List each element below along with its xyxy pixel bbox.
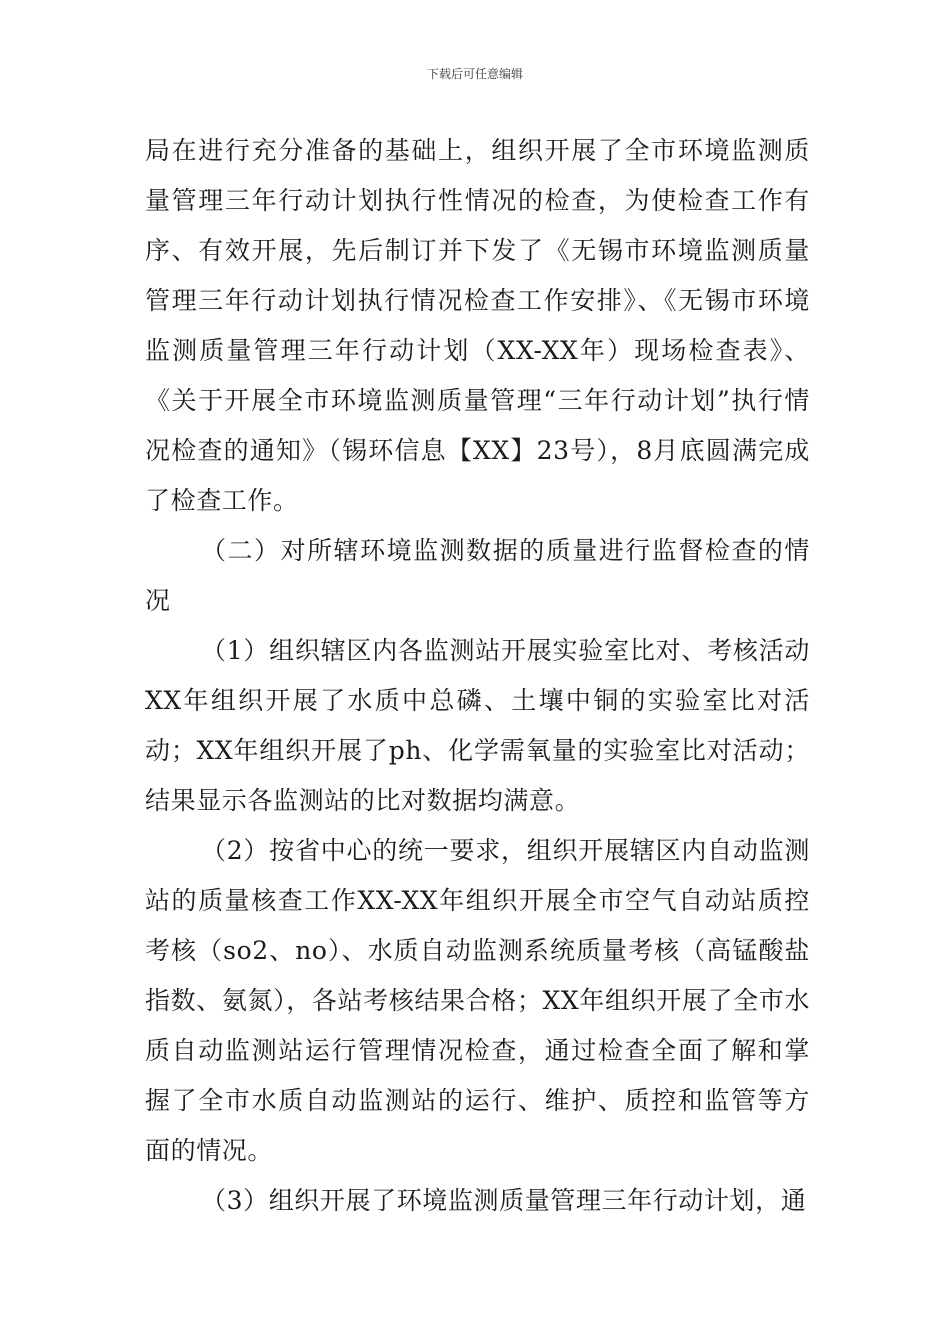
paragraph-continued: 局在进行充分准备的基础上，组织开展了全市环境监测质量管理三年行动计划执行性情况的检查，为使检查工作有序、有效开展，先后制订并下发了《无锡市环境监测质量管理三年行动计划执行情况检查工作安排》、《无锡市环境监测质量管理三年行动计划（XX-XX年）现场检查表》、《关于开展全市环境监测质量管理“三年行动计划”执行情况检查的通知》（锡环信息【XX】23号），8月底圆满完成了检查工作。 [145,136,810,515]
page-header: 下载后可任意编辑 [426,67,523,81]
section-heading-2: （二）对所辖环境监测数据的质量进行监督检查的情况 [145,536,810,615]
paragraph-item-1: （1）组织辖区内各监测站开展实验室比对、考核活动XX年组织开展了水质中总磷、土壤中铜的实验室比对活动；XX年组织开展了ph、化学需氧量的实验室比对活动；结果显示各监测站的比对数据均满意。 [145,636,810,815]
paragraph-item-3: （3）组织开展了环境监测质量管理三年行动计划，通 [201,1186,807,1215]
paragraph-item-2: （2）按省中心的统一要求，组织开展辖区内自动监测站的质量核查工作XX-XX年组织开展全市空气自动站质控考核（so2、no）、水质自动监测系统质量考核（高锰酸盐指数、氨氮），各站考核结果合格；XX年组织开展了全市水质自动监测站运行管理情况检查，通过检查全面了解和掌握了全市水质自动监测站的运行、维护、质控和监管等方面的情况。 [145,836,810,1165]
document-body [145,126,810,1226]
